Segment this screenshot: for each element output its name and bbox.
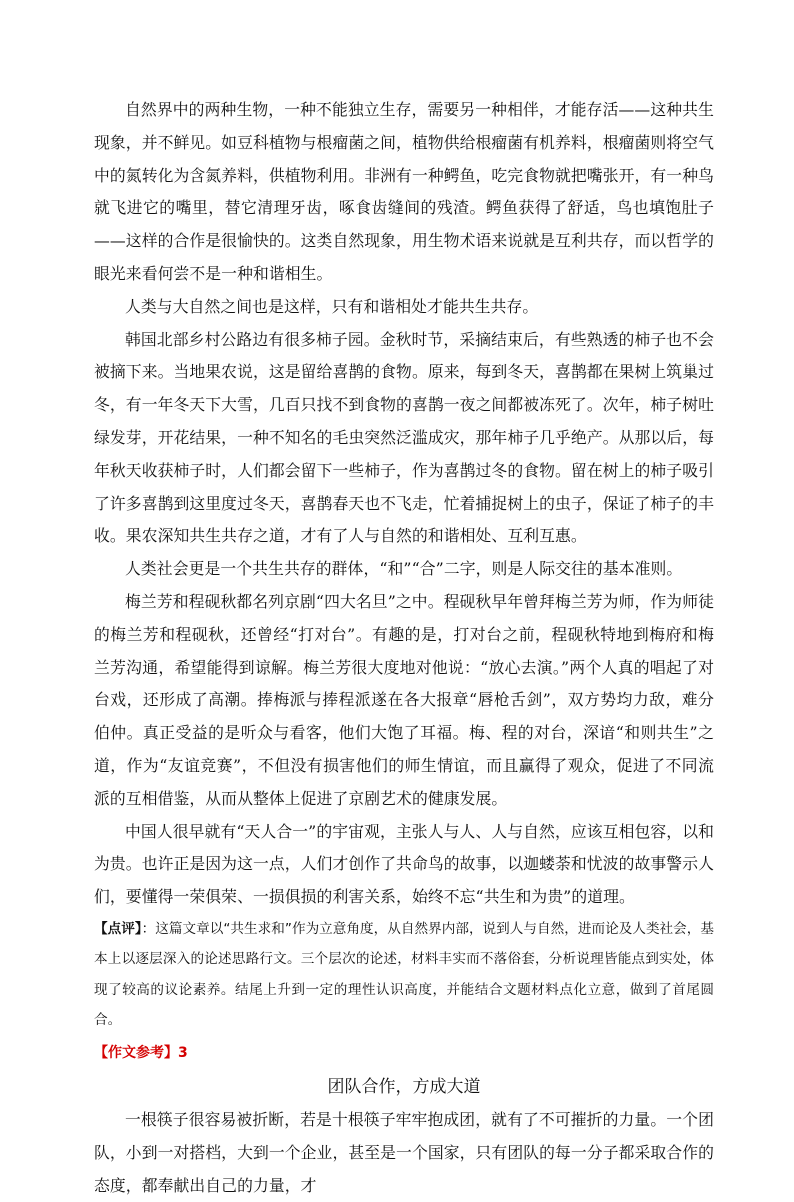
- comment-block: [94, 914, 714, 1036]
- comment-text: ：这篇文章以“共生求和”作为立意角度，从自然界内部，说到人与自然，进而论及人类社会，基本上以逐层深入的论述思路行文。三个层次的论述，材料丰实而不落俗套，分析说理皆能点到实处，体现了较高的议论素养。结尾上升到一定的理性认识高度，并能结合文题材料点化立意，做到了首尾圆合。: [94, 920, 714, 1029]
- comment-tag: 【点评】: [94, 920, 142, 937]
- essay-paragraph-5: 梅兰芳和程砚秋都名列京剧“四大名旦”之中。程砚秋早年曾拜梅兰芳为师，作为师徒的梅兰芳和程砚秋，还曾经“打对台”。有趣的是，打对台之前，程砚秋特地到梅府和梅兰芳沟通，希望能得到谅解。梅兰芳很大度地对他说：“放心去演。”两个人真的唱起了对台戏，还形成了高潮。捧梅派与捧程派遂在各大报章“唇枪舌剑”，双方势均力敌，难分伯仲。真正受益的是听众与看客，他们大饱了耳福。梅、程的对台，深谙“和则共生”之道，作为“友谊竞赛”，不但没有损害他们的师生情谊，而且赢得了观众，促进了不同流派的互相借鉴，从而从整体上促进了京剧艺术的健康发展。: [94, 591, 714, 808]
- essay-paragraph-4: 人类社会更是一个共生共存的群体，“和”“合”二字，则是人际交往的基本准则。: [125, 559, 683, 579]
- essay-paragraph-3: 韩国北部乡村公路边有很多柿子园。金秋时节，采摘结束后，有些熟透的柿子也不会被摘下来。当地果农说，这是留给喜鹊的食物。原来，每到冬天，喜鹊都在果树上筑巢过冬，有一年冬天下大雪，几百只找不到食物的喜鹊一夜之间都被冻死了。次年，柿子树吐绿发芽，开花结果，一种不知名的毛虫突然泛滥成灾，那年柿子几乎绝产。从那以后，每年秋天收获柿子时，人们都会留下一些柿子，作为喜鹊过冬的食物。留在树上的柿子吸引了许多喜鹊到这里度过冬天，喜鹊春天也不飞走，忙着捕捉树上的虫子，保证了柿子的丰收。果农深知共生共存之道，才有了人与自然的和谐相处、互利互惠。: [94, 329, 714, 546]
- reference-paragraph: 一根筷子很容易被折断，若是十根筷子牢牢抱成团，就有了不可摧折的力量。一个团队，小到一对搭档，大到一个企业，甚至是一个国家，只有团队的每一分子都采取合作的态度，都奉献出自己的力量，才: [94, 1109, 714, 1195]
- reference-heading: [94, 1036, 714, 1070]
- reference-label: 【作文参考】: [94, 1044, 178, 1061]
- essay-paragraph-2: 人类与大自然之间也是这样，只有和谐相处才能共生共存。: [125, 296, 539, 316]
- essay-paragraph-1: 自然界中的两种生物，一种不能独立生存，需要另一种相伴，才能存活——这种共生现象，并不鲜见。如豆科植物与根瘤菌之间，植物供给根瘤菌有机养料，根瘤菌则将空气中的氮转化为含氮养料，供植物利用。非洲有一种鳄鱼，吃完食物就把嘴张开，有一种鸟就飞进它的嘴里，替它清理牙齿，啄食齿缝间的残渣。鳄鱼获得了舒适，鸟也填饱肚子——这样的合作是很愉快的。这类自然现象，用生物术语来说就是互利共存，而以哲学的眼光来看何尝不是一种和谐相生。: [94, 100, 714, 283]
- document-body: [94, 94, 714, 1202]
- reference-number: 3: [178, 1044, 188, 1061]
- essay-paragraph-6: 中国人很早就有“天人合一”的宇宙观，主张人与人、人与自然，应该互相包容，以和为贵。也许正是因为这一点，人们才创作了共命鸟的故事，以迦蝼荼和忧波的故事警示人们，要懂得一荣俱荣、一损俱损的利害关系，始终不忘“共生和为贵”的道理。: [94, 821, 714, 907]
- essay-title: 团队合作，方成大道: [327, 1076, 481, 1097]
